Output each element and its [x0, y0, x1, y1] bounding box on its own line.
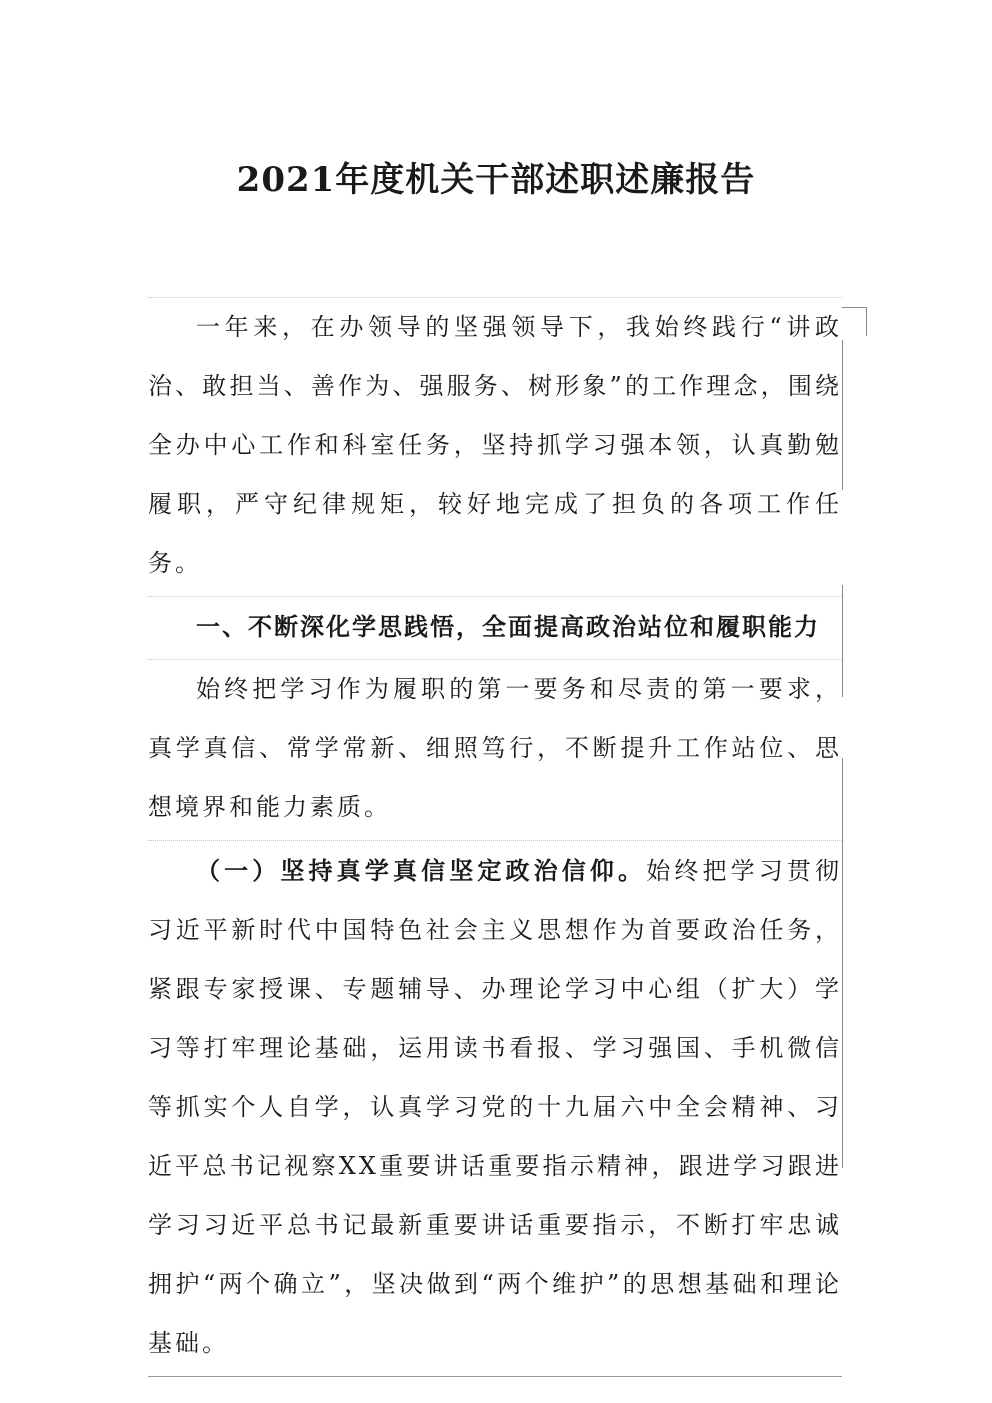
margin-corner-mark	[842, 307, 867, 336]
item-paragraph	[148, 841, 842, 1377]
intro-paragraph: 一年来，在办领导的坚强领导下，我始终践行“讲政治、敢担当、善作为、强服务、树形象”的工作理念，围绕全办中心工作和科室任务，坚持抓学习强本领，认真勤勉履职，严守纪律规矩，较好地完成了担负的各项工作任务。	[148, 297, 842, 597]
margin-change-bar	[842, 340, 843, 490]
item-lead-heading: （一）坚持真学真信坚定政治信仰。	[196, 856, 647, 885]
document-title: 2021年度机关干部述职述廉报告	[236, 160, 756, 200]
section-body-paragraph: 始终把学习作为履职的第一要务和尽责的第一要求，真学真信、常学常新、细照笃行，不断提升工作站位、思想境界和能力素质。	[148, 660, 842, 841]
section-heading: 一、不断深化学思践悟，全面提高政治站位和履职能力	[148, 597, 842, 660]
margin-change-bar	[842, 758, 843, 1168]
document-body	[148, 297, 842, 1377]
margin-change-bar	[842, 585, 843, 697]
item-body-text: 始终把学习贯彻习近平新时代中国特色社会主义思想作为首要政治任务，紧跟专家授课、专题辅导、办理论学习中心组（扩大）学习等打牢理论基础，运用读书看报、学习强国、手机微信等抓实个人自学，认真学习党的十九届六中全会精神、习近平总书记视察XX重要讲话重要指示精神，跟进学习跟进学习习近平总书记最新重要讲话重要指示，不断打牢忠诚拥护“两个确立”，坚决做到“两个维护”的思想基础和理论基础。	[148, 857, 843, 1357]
